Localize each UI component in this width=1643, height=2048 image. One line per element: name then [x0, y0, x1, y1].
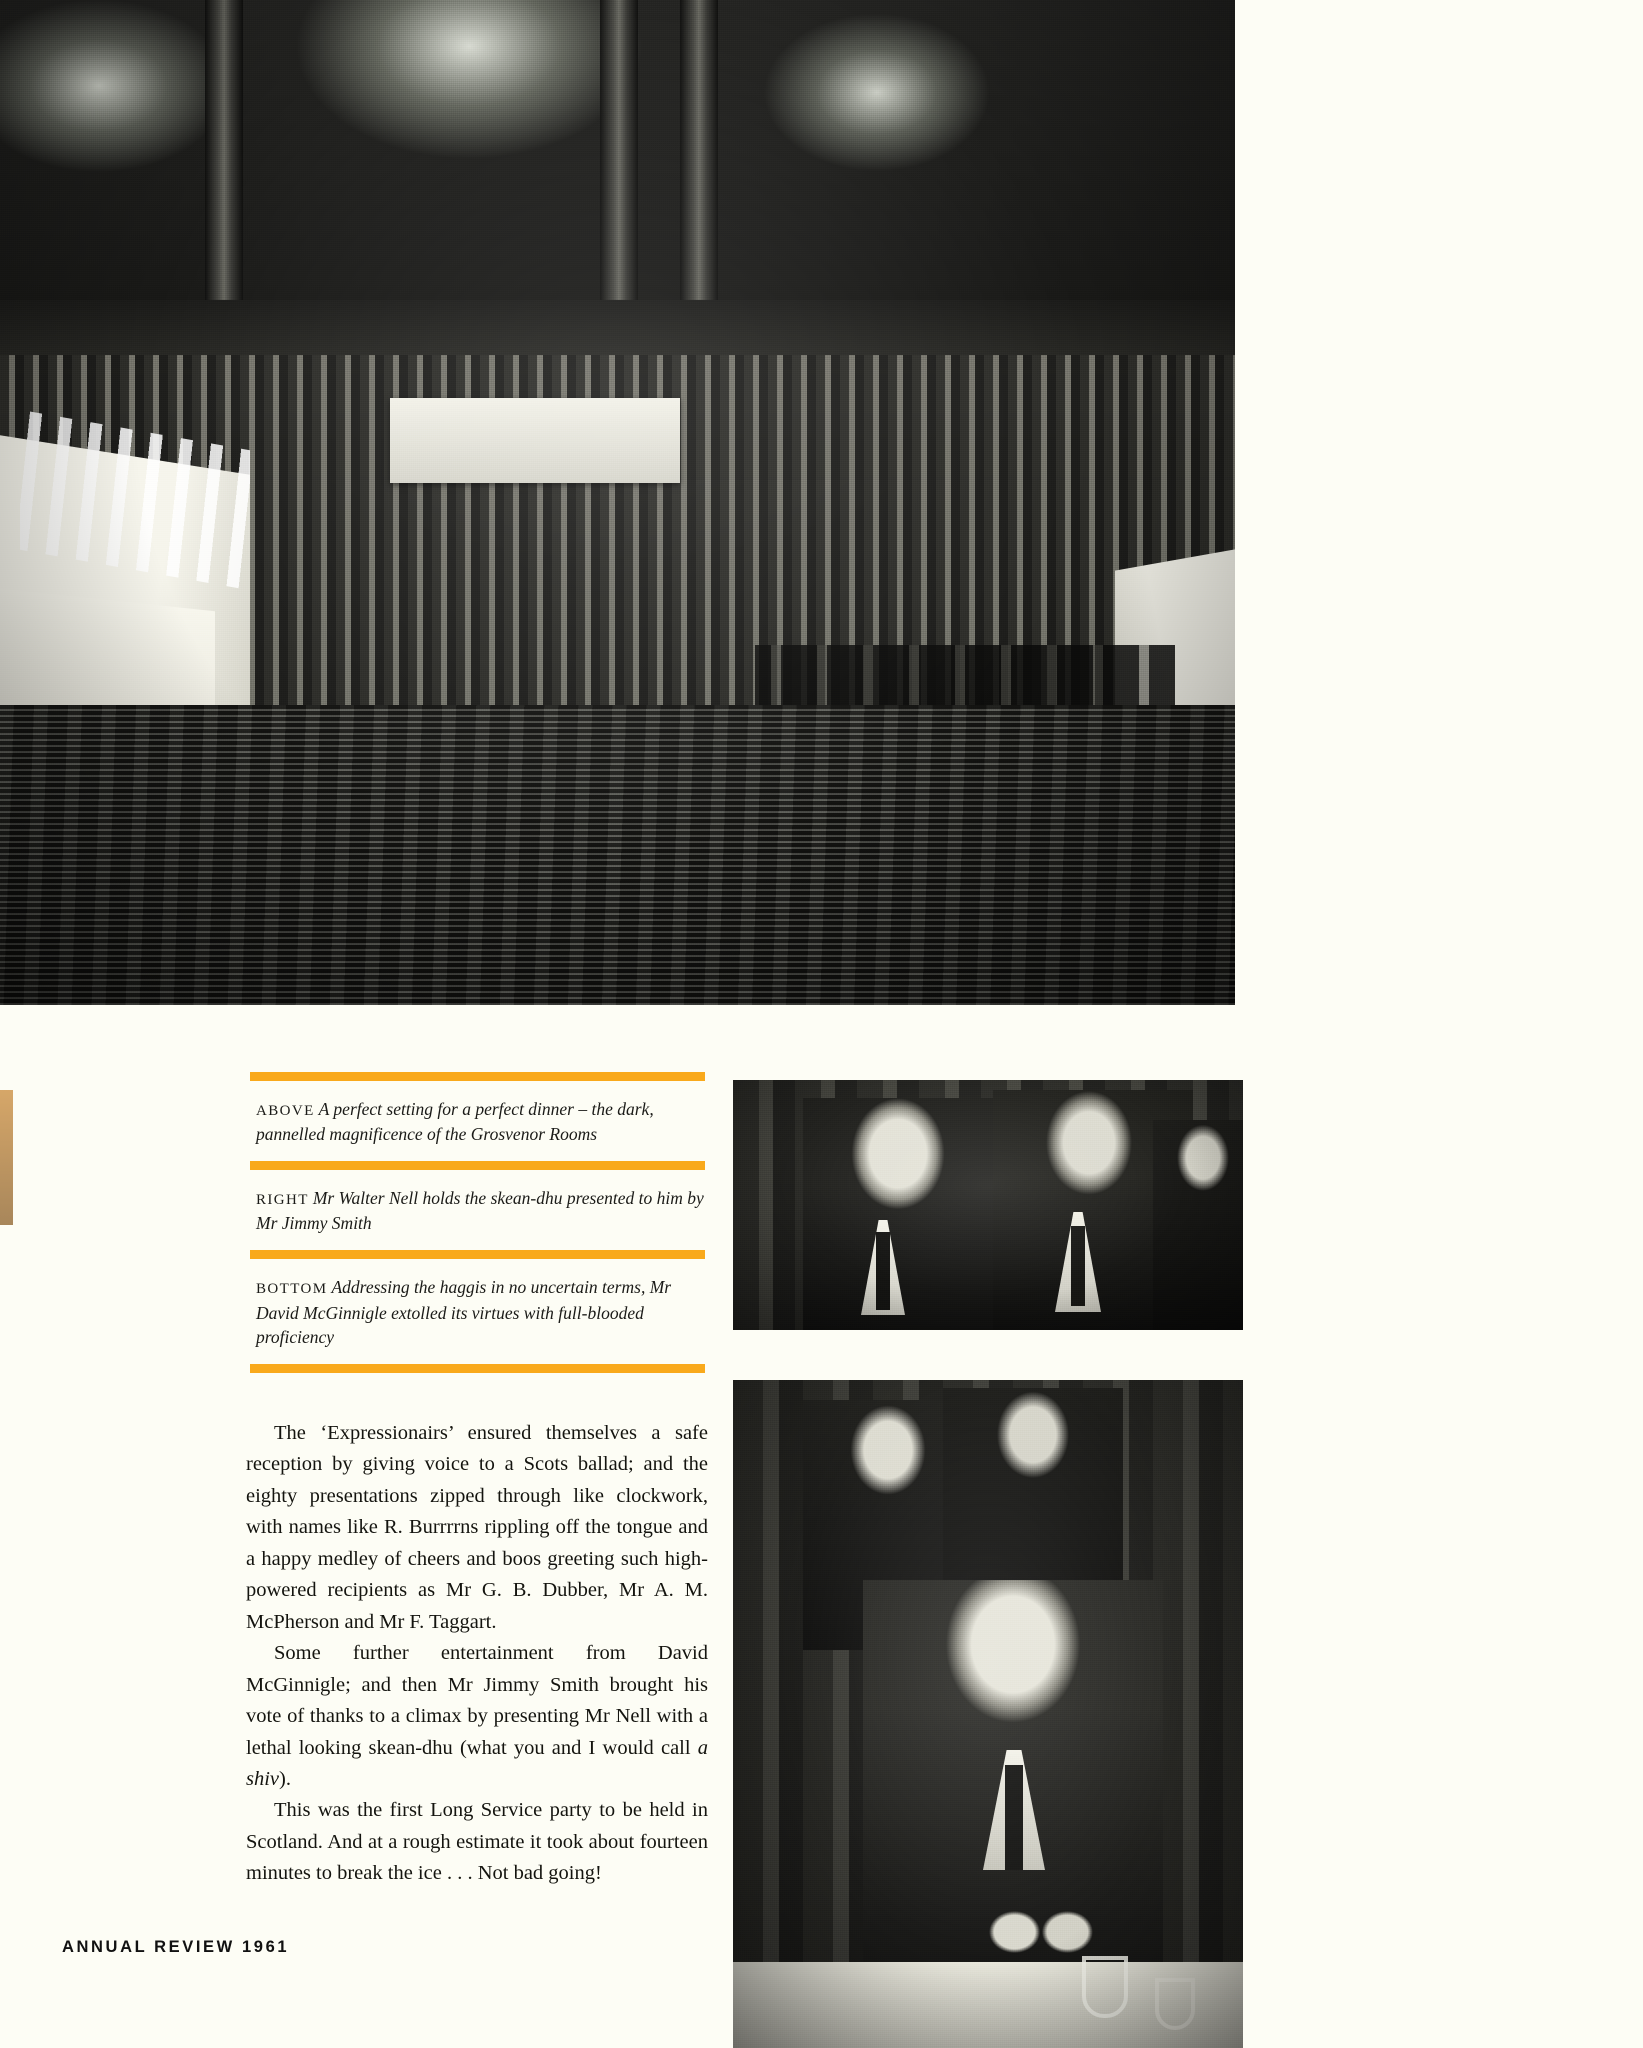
body-paragraph-2-text: Some further entertainment from David McGinnigle; and then Mr Jimmy Smith brought his vote of thanks to a climax by presenting Mr Nell with a lethal looking skean-dhu (what you and I would call a shiv).	[246, 1642, 708, 1790]
orange-rule-bottom	[250, 1364, 705, 1373]
caption-above	[250, 1081, 705, 1161]
caption-bottom-text: Addressing the haggis in no uncertain terms, Mr David McGinnigle extolled its virtues with full-blooded proficiency	[256, 1277, 672, 1348]
article-body	[246, 1418, 708, 1890]
wine-glass-right	[1155, 1978, 1195, 2030]
top-table	[390, 398, 680, 483]
man-background	[1153, 1120, 1243, 1330]
banquet-hall-photo	[0, 0, 1235, 1005]
caption-right	[250, 1170, 705, 1250]
page-edge-artifact	[0, 1090, 13, 1225]
page-footer: ANNUAL REVIEW 1961	[62, 1938, 290, 1956]
wine-glass-left	[1082, 1956, 1128, 2018]
caption-block	[250, 1072, 705, 1373]
body-paragraph-2	[246, 1638, 708, 1795]
caption-right-lead: RIGHT	[256, 1192, 309, 1209]
necktie-left	[876, 1232, 890, 1310]
caption-above-lead: ABOVE	[256, 1103, 315, 1119]
body-paragraph-1: The ‘Expressionairs’ ensured themselves a safe reception by giving voice to a Scots ballad; and the eighty presentations zipped through like clockwork, with names like R. Burrrrns rippling off the tongue and a happy medley of cheers and boos greeting such high-powered recipients as Mr G. B. Dubber, Mr A. M. McPherson and Mr F. Taggart.	[246, 1422, 708, 1633]
necktie-right	[1071, 1226, 1085, 1306]
haggis-address-photo	[733, 1380, 1243, 2048]
orange-rule-top	[250, 1072, 705, 1081]
orange-rule-mid-1	[250, 1161, 705, 1170]
necktie	[1005, 1765, 1023, 1870]
skean-dhu-presentation-photo	[733, 1080, 1243, 1330]
body-paragraph-3: This was the first Long Service party to be held in Scotland. And at a rough estimate it took about fourteen minutes to break the ice . . . Not bad going!	[246, 1799, 708, 1885]
caption-bottom	[250, 1259, 705, 1364]
caption-bottom-lead: BOTTOM	[256, 1281, 328, 1298]
patterned-carpet	[0, 705, 1235, 1005]
caption-above-text: A perfect setting for a perfect dinner – the dark, pannelled magnificence of the Grosvenor Rooms	[256, 1099, 654, 1145]
orange-rule-mid-2	[250, 1250, 705, 1259]
caption-right-text: Mr Walter Nell holds the skean-dhu presented to him by Mr Jimmy Smith	[256, 1188, 704, 1234]
